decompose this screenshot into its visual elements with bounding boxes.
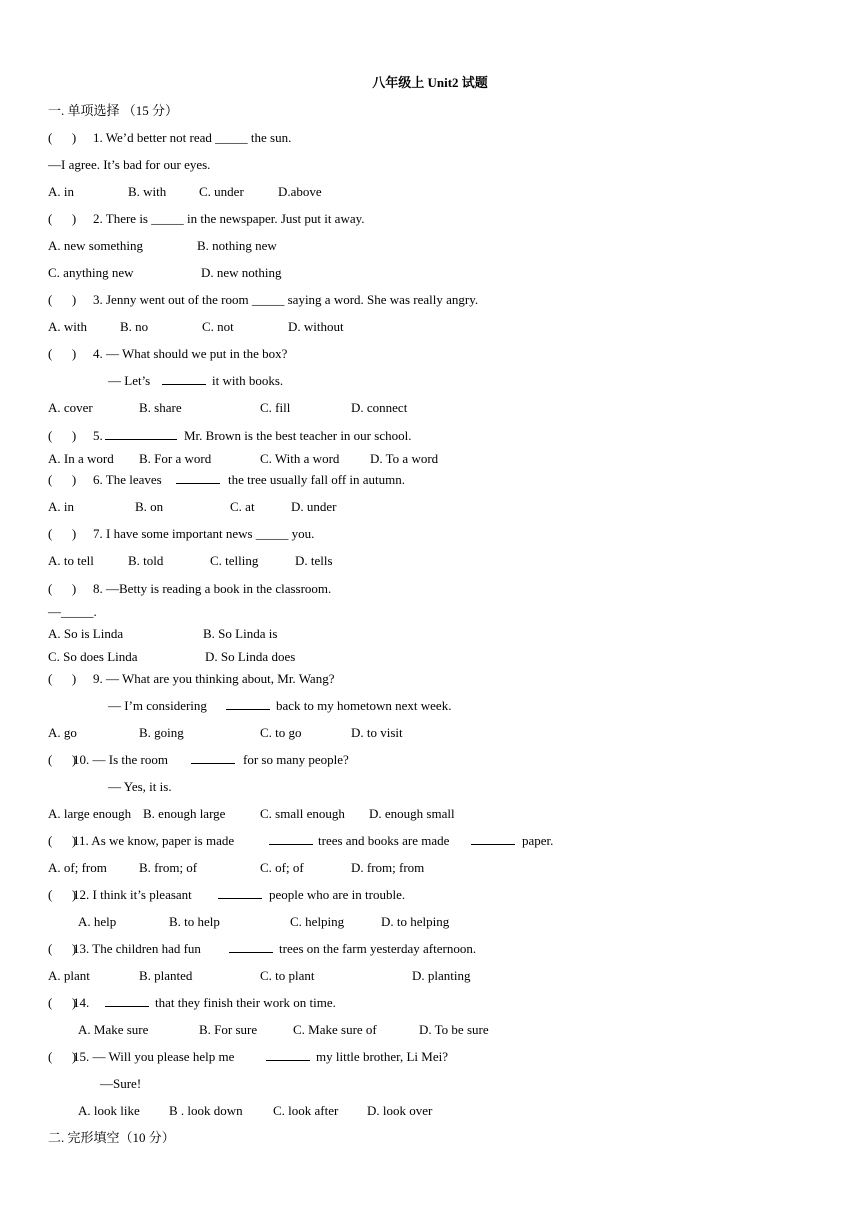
- answer-paren: ( ): [48, 887, 77, 902]
- option-d: D. to visit: [351, 725, 403, 740]
- option-a: A. cover: [48, 400, 93, 415]
- option-d: D. to helping: [381, 914, 450, 929]
- question-stem: 7. I have some important news _____ you.: [93, 526, 315, 541]
- option-a: A. help: [78, 914, 117, 929]
- answer-paren: ( ): [48, 752, 77, 767]
- answer-paren: ( ): [48, 346, 77, 361]
- option-c: C. small enough: [260, 806, 345, 821]
- option-d: D. To a word: [370, 451, 439, 466]
- option-a: A. of; from: [48, 860, 107, 875]
- option-d: D. enough small: [369, 806, 455, 821]
- answer-paren: ( ): [48, 671, 77, 686]
- option-a: A. plant: [48, 968, 90, 983]
- option-a: A. new something: [48, 238, 143, 253]
- reply-text: it with books.: [212, 373, 284, 388]
- option-b: B . look down: [169, 1103, 243, 1118]
- answer-blank: [471, 833, 515, 845]
- answer-paren: ( ): [48, 1049, 77, 1064]
- question-stem: 12. I think it’s pleasant: [73, 887, 192, 902]
- answer-blank: [176, 472, 220, 484]
- question-8-reply: —_____.: [48, 604, 97, 619]
- option-d: D. To be sure: [419, 1022, 489, 1037]
- option-d: D. under: [291, 499, 337, 514]
- question-stem: 6. The leaves: [93, 472, 162, 487]
- option-b: B. no: [120, 319, 149, 334]
- option-c: C. at: [230, 499, 255, 514]
- answer-blank: [266, 1049, 310, 1061]
- option-c: C. to plant: [260, 968, 315, 983]
- answer-paren: ( ): [48, 472, 77, 487]
- option-a: A. look like: [78, 1103, 140, 1118]
- question-stem: 3. Jenny went out of the room _____ saying a word. She was really angry.: [93, 292, 479, 307]
- option-a: A. In a word: [48, 451, 114, 466]
- option-a: A. in: [48, 499, 74, 514]
- question-stem: 2. There is _____ in the newspaper. Just put it away.: [93, 211, 365, 226]
- question-stem: paper.: [522, 833, 554, 848]
- answer-paren: ( ): [48, 292, 77, 307]
- option-a: A. go: [48, 725, 77, 740]
- option-c: C. anything new: [48, 265, 134, 280]
- answer-paren: ( ): [48, 941, 77, 956]
- answer-blank: [105, 428, 177, 440]
- option-d: D. look over: [367, 1103, 433, 1118]
- question-stem: trees and books are made: [318, 833, 450, 848]
- question-stem: 4. — What should we put in the box?: [93, 346, 288, 361]
- option-d: D. So Linda does: [205, 649, 296, 664]
- option-b: B. on: [135, 499, 164, 514]
- question-stem: 1. We’d better not read _____ the sun.: [93, 130, 292, 145]
- option-a: A. large enough: [48, 806, 132, 821]
- answer-paren: ( ): [48, 428, 77, 443]
- answer-blank: [162, 373, 206, 385]
- option-d: D. without: [288, 319, 344, 334]
- option-b: B. For a word: [139, 451, 212, 466]
- question-stem: 13. The children had fun: [73, 941, 201, 956]
- answer-paren: ( ): [48, 526, 77, 541]
- option-b: B. told: [128, 553, 164, 568]
- option-b: B. nothing new: [197, 238, 277, 253]
- section-1-heading: 一. 单项选择 （15 分）: [48, 103, 179, 118]
- option-d: D. new nothing: [201, 265, 282, 280]
- option-a: A. Make sure: [78, 1022, 149, 1037]
- answer-paren: ( ): [48, 130, 77, 145]
- answer-blank: [105, 995, 149, 1007]
- option-b: B. with: [128, 184, 167, 199]
- reply-text: — Let’s: [108, 373, 151, 388]
- option-c: C. So does Linda: [48, 649, 138, 664]
- option-b: B. to help: [169, 914, 220, 929]
- question-1-reply: —I agree. It’s bad for our eyes.: [48, 157, 211, 172]
- option-b: B. share: [139, 400, 182, 415]
- question-stem: the tree usually fall off in autumn.: [228, 472, 406, 487]
- option-a: A. So is Linda: [48, 626, 124, 641]
- option-c: C. under: [199, 184, 244, 199]
- question-15-reply: —Sure!: [100, 1076, 142, 1091]
- question-stem: Mr. Brown is the best teacher in our school.: [184, 428, 412, 443]
- option-b: B. from; of: [139, 860, 198, 875]
- option-d: D. planting: [412, 968, 471, 983]
- answer-paren: ( ): [48, 833, 77, 848]
- question-stem: 15. — Will you please help me: [73, 1049, 235, 1064]
- option-c: C. of; of: [260, 860, 304, 875]
- question-number: 5.: [93, 428, 103, 443]
- option-a: A. to tell: [48, 553, 94, 568]
- question-number: 14.: [73, 995, 90, 1010]
- option-d: D.above: [278, 184, 322, 199]
- question-stem: my little brother, Li Mei?: [316, 1049, 448, 1064]
- option-b: B. enough large: [143, 806, 226, 821]
- option-c: C. to go: [260, 725, 302, 740]
- option-d: D. tells: [295, 553, 333, 568]
- option-b: B. planted: [139, 968, 193, 983]
- option-c: C. not: [202, 319, 234, 334]
- answer-paren: ( ): [48, 995, 77, 1010]
- option-c: C. fill: [260, 400, 291, 415]
- section-2-heading: 二. 完形填空（10 分）: [48, 1130, 175, 1145]
- option-b: B. For sure: [199, 1022, 258, 1037]
- option-b: B. So Linda is: [203, 626, 278, 641]
- option-a: A. in: [48, 184, 74, 199]
- option-a: A. with: [48, 319, 87, 334]
- option-c: C. helping: [290, 914, 345, 929]
- question-10-reply: — Yes, it is.: [108, 779, 172, 794]
- page-title: 八年级上 Unit2 试题: [372, 75, 488, 90]
- question-stem: that they finish their work on time.: [155, 995, 336, 1010]
- option-c: C. look after: [273, 1103, 339, 1118]
- reply-text: back to my hometown next week.: [276, 698, 452, 713]
- answer-blank: [226, 698, 270, 710]
- option-d: D. connect: [351, 400, 408, 415]
- question-stem: for so many people?: [243, 752, 349, 767]
- reply-text: — I’m considering: [108, 698, 207, 713]
- option-c: C. telling: [210, 553, 259, 568]
- answer-paren: ( ): [48, 211, 77, 226]
- question-15-options: [78, 1103, 778, 1199]
- option-c: C. With a word: [260, 451, 340, 466]
- question-stem: 11. As we know, paper is made: [73, 833, 235, 848]
- answer-blank: [269, 833, 313, 845]
- question-stem: 10. — Is the room: [73, 752, 168, 767]
- option-d: D. from; from: [351, 860, 425, 875]
- question-stem: 8. —Betty is reading a book in the classroom.: [93, 581, 332, 596]
- answer-blank: [191, 752, 235, 764]
- option-b: B. going: [139, 725, 184, 740]
- answer-paren: ( ): [48, 581, 77, 596]
- answer-blank: [218, 887, 262, 899]
- option-c: C. Make sure of: [293, 1022, 377, 1037]
- question-stem: people who are in trouble.: [269, 887, 406, 902]
- question-stem: trees on the farm yesterday afternoon.: [279, 941, 477, 956]
- answer-blank: [229, 941, 273, 953]
- question-stem: 9. — What are you thinking about, Mr. Wang?: [93, 671, 335, 686]
